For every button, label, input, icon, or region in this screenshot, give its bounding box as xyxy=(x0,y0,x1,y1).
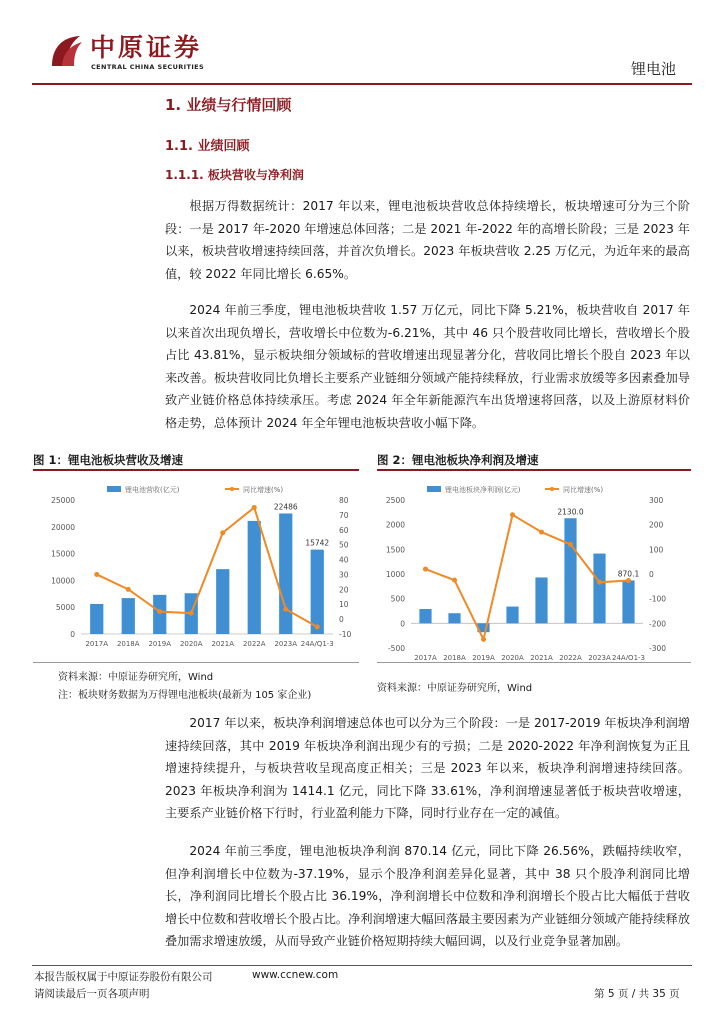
legend-line-label: 同比增速(%) xyxy=(243,486,284,494)
report-sector: 锂电池 xyxy=(630,60,676,78)
x-tick-label: 2020A xyxy=(501,654,524,660)
x-tick-label: 2021A xyxy=(211,640,235,648)
legend-bar-swatch xyxy=(427,486,441,492)
y-left-tick-label: 0 xyxy=(70,630,75,639)
y-right-tick-label: -100 xyxy=(649,594,667,604)
growth-point-2019A xyxy=(157,609,162,614)
x-tick-label: 2023A xyxy=(588,654,611,660)
bar-2021A xyxy=(535,577,547,623)
bar-data-label: 2130.0 xyxy=(557,507,584,517)
x-tick-label: 2023A xyxy=(274,640,298,648)
growth-point-2021A xyxy=(539,530,544,535)
brand-name-en: CENTRAL CHINA SECURITIES xyxy=(91,63,205,71)
legend-bar-swatch xyxy=(107,486,121,492)
x-tick-label: 2019A xyxy=(148,640,172,648)
y-right-tick-label: -200 xyxy=(649,619,667,629)
paragraph-profit-trend: 2017 年以来，板块净利润增速总体也可以分为三个阶段：一是 2017-2019 年板块净利润增速持续回落，其中 2019 年板块净利润出现少有的亏损；二是 2020-2022 年净利润恢复为正且增速持续提升，与板块营收呈现高度正相关；三是 2023 年以来，板块净利润增速持续回落。2023 年板块净利润为 1414.1 亿元，同比下降 33.61%，净利润增速显著低于板块营收增速，主要系产业链价格下行时，行业盈利能力下降，同时行业存在一定的减值。 xyxy=(165,716,690,820)
y-right-tick-label: -10 xyxy=(339,630,352,639)
legend-line-label: 同比增速(%) xyxy=(563,486,604,494)
legend-bar-label: 锂电池板块净利润(亿元) xyxy=(445,486,521,494)
growth-point-2021A xyxy=(220,530,225,535)
x-tick-label: 2022A xyxy=(242,640,266,648)
y-left-tick-label: 2000 xyxy=(385,520,405,530)
bar-2023A xyxy=(593,554,605,624)
revenue-chart xyxy=(33,476,359,660)
y-left-tick-label: 5000 xyxy=(55,603,75,613)
growth-point-2023A xyxy=(597,580,602,585)
figure-1-bottom-rule xyxy=(33,662,359,663)
x-tick-label: 2020A xyxy=(179,640,203,648)
figure-2-source: 资料来源：中原证券研究所，Wind xyxy=(377,683,533,694)
y-left-tick-label: 1000 xyxy=(385,570,405,579)
y-left-tick-label: 500 xyxy=(390,594,405,604)
growth-point-2018A xyxy=(452,578,457,583)
company-logo-icon xyxy=(50,34,84,68)
section-heading-3: 1.1.1. 板块营收与净利润 xyxy=(165,168,304,182)
growth-point-2022A xyxy=(252,505,257,510)
y-right-tick-label: 100 xyxy=(649,545,664,555)
bar-2018A xyxy=(122,598,135,634)
y-right-tick-label: 30 xyxy=(339,570,349,580)
y-left-tick-label: 0 xyxy=(400,619,405,629)
paragraph-revenue-trend: 根据万得数据统计：2017 年以来，锂电池板块营收总体持续增长，板块增速可分为三个阶段：一是 2017 年-2020 年增速总体回落；二是 2021 年-2022 年的高增长阶段；三是 2023 年以来，板块营收增速持续回落，并首次负增长。2023 年板块营收 2.25 万亿元，为近年来的最高值，较 2022 年同比增长 6.65%。 xyxy=(165,199,690,281)
y-right-tick-label: 10 xyxy=(339,600,349,610)
figure-1-source: 资料来源：中原证券研究所，Wind xyxy=(58,672,214,683)
growth-point-24A/Q1-3 xyxy=(626,578,631,583)
bar-24A/Q1-3 xyxy=(622,580,634,623)
figure-2-title: 图 2：锂电池板块净利润及增速 xyxy=(377,453,539,467)
y-right-tick-label: 60 xyxy=(339,525,349,535)
header-divider xyxy=(32,83,692,85)
x-tick-label: 2017A xyxy=(85,640,109,648)
footer-website[interactable]: www.ccnew.com xyxy=(252,969,339,981)
bar-2022A xyxy=(248,521,261,634)
paragraph-profit-q3: 2024 年前三季度，锂电池板块净利润 870.14 亿元，同比下降 26.56%，跌幅持续收窄，但净利润增长中位数为-37.19%，显示个股净利润差异化显著，其中 38 只个股净利润同比增长，净利润同比增长个股占比 36.19%，净利润增长中位数和净利润增长个股占比大幅低于营收增长中位数和营收增长个股占比。净利润增速大幅回落最主要因素为产业链细分领域产能持续释放叠加需求增速放缓，从而导致产业链价格短期持续大幅回调，以及行业竞争显著加剧。 xyxy=(165,844,690,948)
net-profit-chart xyxy=(377,476,691,660)
footer-divider xyxy=(32,965,692,966)
growth-point-24A/Q1-3 xyxy=(315,624,320,629)
y-left-tick-label: 1500 xyxy=(385,545,405,555)
paragraph-revenue-q3: 2024 年前三季度，锂电池板块营收 1.57 万亿元，同比下降 5.21%，板块营收自 2017 年以来首次出现负增长，营收增长中位数为-6.21%，其中 46 只个股营收同比增长，营收增长个股占比 43.81%，显示板块细分领域标的营收增速出现显著分化，营收同比增长个股自 2023 年以来改善。板块营收同比负增长主要系产业链细分领域产能持续释放，行业需求放缓等多因素叠加导致产业链价格总体持续承压。考虑 2024 年全年新能源汽车出货增速将回落，以及上游原材料价格走势，总体预计 2024 年全年锂电池板块营收小幅下降。 xyxy=(165,303,690,430)
growth-point-2023A xyxy=(283,607,288,612)
x-tick-label: 2018A xyxy=(443,654,466,660)
x-tick-label: 2017A xyxy=(414,654,437,660)
figure-1-divider xyxy=(33,469,359,471)
y-right-tick-label: 300 xyxy=(649,496,664,505)
brand-name-cn: 中原证券 xyxy=(90,33,203,62)
bar-2023A xyxy=(279,513,292,634)
y-right-tick-label: 70 xyxy=(339,510,349,520)
bar-2017A xyxy=(90,604,103,634)
growth-point-2020A xyxy=(510,512,515,517)
bar-data-label: 870.1 xyxy=(617,569,640,579)
growth-point-2022A xyxy=(568,542,573,547)
y-left-tick-label: -500 xyxy=(387,644,405,653)
y-right-tick-label: 0 xyxy=(339,615,344,625)
bar-2020A xyxy=(506,607,518,624)
y-right-tick-label: 0 xyxy=(649,570,654,579)
y-right-tick-label: 40 xyxy=(339,555,349,565)
bar-24A/Q1-3 xyxy=(311,550,324,634)
y-right-tick-label: 50 xyxy=(339,540,349,550)
bar-2019A xyxy=(153,595,166,634)
growth-point-2017A xyxy=(94,572,99,577)
bar-2017A xyxy=(419,609,431,623)
y-right-tick-label: 20 xyxy=(339,585,349,595)
bar-data-label: 22486 xyxy=(273,502,298,512)
bar-2022A xyxy=(564,518,576,623)
figure-1-note: 注：板块财务数据为万得锂电池板块(最新为 105 家企业) xyxy=(58,690,312,701)
footer-disclaimer: 请阅读最后一页各项声明 xyxy=(34,988,150,1000)
figure-1-title: 图 1：锂电池板块营收及增速 xyxy=(33,453,184,467)
x-tick-label: 24A/Q1-3 xyxy=(612,654,645,660)
y-left-tick-label: 10000 xyxy=(51,576,75,586)
growth-point-2020A xyxy=(189,611,194,616)
y-right-tick-label: 200 xyxy=(649,520,664,530)
x-tick-label: 2022A xyxy=(559,654,582,660)
y-right-tick-label: 80 xyxy=(339,496,349,505)
footer-copyright: 本报告版权属于中原证券股份有限公司 xyxy=(34,971,213,983)
x-tick-label: 2018A xyxy=(116,640,140,648)
y-left-tick-label: 2500 xyxy=(385,496,405,505)
y-right-tick-label: -300 xyxy=(649,644,667,653)
bar-data-label: 15742 xyxy=(305,538,330,548)
section-heading-1: 1. 业绩与行情回顾 xyxy=(165,96,292,114)
bar-2018A xyxy=(448,613,460,623)
page-number: 第 5 页 / 共 35 页 xyxy=(594,988,680,1000)
legend-bar-label: 锂电池营收(亿元) xyxy=(125,486,180,494)
growth-point-2018A xyxy=(126,587,131,592)
growth-point-2017A xyxy=(423,567,428,572)
y-left-tick-label: 15000 xyxy=(51,549,75,559)
figure-2-divider xyxy=(377,469,691,471)
y-left-tick-label: 25000 xyxy=(51,496,75,505)
y-left-tick-label: 20000 xyxy=(51,522,75,532)
legend-line-marker xyxy=(550,487,554,491)
x-tick-label: 24A/Q1-3 xyxy=(300,640,334,648)
figure-2-bottom-rule xyxy=(377,662,691,663)
legend-line-marker xyxy=(230,487,234,491)
section-heading-2: 1.1. 业绩回顾 xyxy=(165,139,250,154)
x-tick-label: 2021A xyxy=(530,654,553,660)
growth-point-2019A xyxy=(481,637,486,642)
bar-2021A xyxy=(216,569,229,634)
x-tick-label: 2019A xyxy=(472,654,495,660)
